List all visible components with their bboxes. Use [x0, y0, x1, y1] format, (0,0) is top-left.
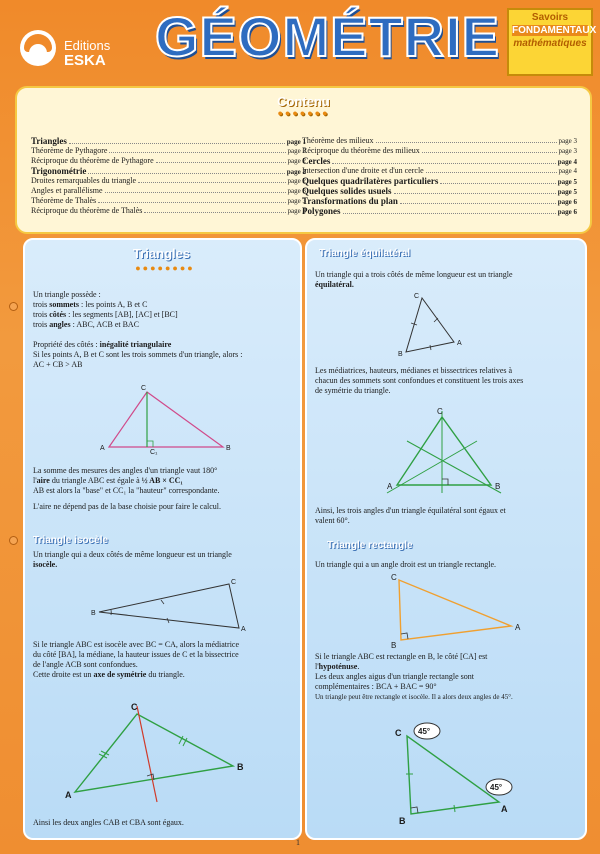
toc-item: [31, 176, 306, 186]
triangle-definition: [33, 290, 295, 330]
toc-item: [31, 136, 306, 146]
inequality-text: Si les points A, B et C sont les trois sommets d'un triangle, alors :: [33, 350, 243, 359]
equi-prop-line1: Les médiatrices, hauteurs, médianes et bissectrices relatives à: [315, 366, 513, 375]
angle-45-label-a: 45°: [490, 783, 503, 792]
equilateral-green-triangle: [397, 417, 491, 485]
toc-item: [302, 156, 577, 166]
toc-item-page: page 3: [287, 207, 306, 215]
right-angle-mark: [411, 807, 418, 813]
toc-item-title: Quelques solides usuels: [302, 186, 392, 196]
rect-prop-line4: complémentaires : BCA + BAC = 90°: [315, 682, 437, 691]
tick-mark: [430, 345, 431, 350]
iso-prop-line1: Si le triangle ABC est isocèle avec BC = CA, alors la médiatrice: [33, 640, 240, 649]
toc-item-page: page 4: [558, 167, 577, 175]
triangles-title: Triangles: [133, 246, 191, 261]
toc-item-page: page 2: [287, 147, 306, 155]
angle-45-label-c: 45°: [418, 727, 431, 736]
rect-prop-line5: Un triangle peut être rectangle et isocèle. Il a alors deux angles de 45°.: [315, 693, 513, 701]
toc-leader-dots: [332, 163, 555, 164]
foot-c1-label: C₁: [150, 449, 158, 455]
vertex-a-label: A: [457, 340, 462, 347]
vertex-a-label: A: [515, 623, 521, 632]
punch-hole: [9, 302, 18, 311]
toc-item-page: page 3: [558, 137, 577, 145]
isocele-title: Triangle isocèle: [33, 535, 109, 546]
right-triangle-property: [315, 652, 581, 702]
vertex-c-label: C: [141, 385, 147, 392]
toc-item-title: Triangles: [31, 136, 67, 146]
vertex-c-label: C: [437, 407, 443, 416]
toc-item-page: page 2: [286, 168, 306, 176]
right-triangle-figure: [387, 572, 527, 652]
equilateral-angles: [315, 506, 581, 526]
right-panel: [305, 238, 587, 840]
toc-item-page: page 6: [557, 198, 577, 206]
vertex-b-label: B: [91, 610, 96, 617]
vertex-c-label: C: [395, 728, 402, 738]
toc-item: [302, 136, 577, 146]
tick-mark: [161, 600, 164, 604]
logo-face-shape: [29, 44, 47, 62]
vertex-c-label: C: [391, 573, 397, 582]
triangle-altitude-figure: [95, 380, 245, 455]
toc-leader-dots: [138, 182, 285, 183]
inequality-title: Propriété des côtés : inégalité triangulaire: [33, 340, 172, 349]
toc-leader-dots: [109, 152, 285, 153]
isosceles-right-green-triangle: [407, 736, 499, 814]
vertex-b-label: B: [398, 351, 403, 358]
toc-item-page: page 3: [287, 197, 306, 205]
vertex-a-label: A: [387, 482, 393, 491]
contents-title-text: Contenu: [277, 94, 330, 109]
triangles-title-dots: ●●●●●●●●: [135, 263, 195, 273]
angle-sum-text: La somme des mesures des angles d'un triangle vaut 180°: [33, 466, 218, 475]
toc-item-title: Cercles: [302, 156, 331, 166]
vertex-b-label: B: [226, 445, 231, 452]
toc-item-title: Intersection d'une droite et d'un cercle: [302, 166, 424, 175]
isocele-green-triangle: [75, 714, 233, 792]
publisher-logo: [20, 30, 56, 66]
toc-item-title: Droites remarquables du triangle: [31, 176, 137, 185]
toc-item-title: Angles et parallélisme: [31, 186, 103, 195]
isocele-angles-text: Ainsi les deux angles CAB et CBA sont égaux.: [33, 818, 184, 827]
toc-left-column: [31, 136, 306, 216]
toc-item-title: Théorème de Pythagore: [31, 146, 108, 155]
sommets-line: trois sommets : les points A, B et C: [33, 300, 148, 309]
equi-def-line1: Un triangle qui a trois côtés de même longueur est un triangle: [315, 270, 513, 279]
toc-item-page: page 6: [557, 208, 577, 216]
symmetry-axis-line: [137, 706, 157, 802]
toc-item-title: Transformations du plan: [302, 196, 398, 206]
toc-leader-dots: [394, 193, 556, 194]
equilateral-definition: [315, 270, 579, 290]
toc-leader-dots: [343, 213, 556, 214]
toc-item-page: page 2: [287, 157, 306, 165]
isocele-def-line1: Un triangle qui a deux côtés de même longueur est un triangle: [33, 550, 232, 559]
right-angle-mark: [147, 441, 153, 447]
intro-text: Un triangle possède :: [33, 290, 101, 299]
toc-item: [302, 176, 577, 186]
area-line: l'aire du triangle ABC est égale à ½ AB × CC₁: [33, 476, 183, 485]
equilateral-property: [315, 366, 581, 396]
toc-item-title: Trigonométrie: [31, 166, 87, 176]
toc-item-title: Réciproque du théorème de Thalès: [31, 206, 143, 215]
toc-item-page: page 4: [557, 158, 577, 166]
vertex-b-label: B: [391, 641, 397, 650]
toc-leader-dots: [144, 212, 285, 213]
toc-item: [302, 186, 577, 196]
iso-prop-line3: de l'angle ACB sont confondues.: [33, 660, 138, 669]
equi-prop-line2: chacun des sommets sont confondues et constituent les trois axes: [315, 376, 524, 385]
toc-leader-dots: [156, 162, 286, 163]
triangles-panel: [23, 238, 302, 840]
isocele-def-line2: isocèle.: [33, 560, 58, 569]
tick-mark: [454, 805, 455, 812]
equi-def-line2: équilatéral.: [315, 280, 354, 289]
equilateral-figure: [392, 290, 472, 360]
vertex-a-label: A: [100, 445, 105, 452]
contents-title: [17, 94, 590, 117]
equilateral-title: Triangle équilatéral: [319, 248, 411, 259]
page-number: 1: [296, 838, 300, 847]
toc-item-page: page 2: [287, 177, 306, 185]
isosceles-right-triangle-figure: [387, 716, 517, 826]
vertex-a-label: A: [65, 790, 72, 800]
vertex-a-label: A: [501, 804, 508, 814]
equilateral-triangle-shape: [406, 298, 454, 352]
angles-line: trois angles : ABC, ACB et BAC: [33, 320, 140, 329]
vertex-b-label: B: [495, 482, 501, 491]
toc-item: [31, 166, 306, 176]
vertex-c-label: C: [414, 293, 420, 300]
publisher-line2: ESKA: [64, 52, 106, 69]
toc-item-title: Réciproque du théorème de Pythagore: [31, 156, 154, 165]
punch-hole: [9, 536, 18, 545]
right-angle-mark: [442, 479, 448, 485]
inequality-formula: AC + CB > AB: [33, 360, 83, 369]
toc-leader-dots: [400, 203, 556, 204]
toc-leader-dots: [376, 142, 557, 143]
toc-item-page: page 3: [558, 147, 577, 155]
equi-angles-line1: Ainsi, les trois angles d'un triangle équilatéral sont égaux et: [315, 506, 506, 515]
badge-line1: Savoirs: [531, 12, 569, 23]
rect-prop-line2: l'hypoténuse.: [315, 662, 360, 671]
right-angle-mark: [401, 633, 408, 639]
area-note-text: L'aire ne dépend pas de la base choisie pour faire le calcul.: [33, 502, 222, 511]
right-triangle-title: Triangle rectangle: [327, 540, 413, 551]
area-section: [33, 466, 295, 512]
toc-item-title: Quelques quadrilatères particuliers: [302, 176, 439, 186]
toc-item: [302, 166, 577, 176]
toc-item-title: Théorème de Thalès: [31, 196, 97, 205]
contents-box: [15, 86, 592, 234]
page-title: GÉOMÉTRIE: [155, 5, 501, 68]
toc-leader-dots: [105, 192, 286, 193]
tick-mark: [167, 618, 169, 623]
right-triangle-shape: [399, 580, 511, 640]
toc-leader-dots: [422, 152, 557, 153]
rect-prop-line1: Si le triangle ABC est rectangle en B, le côté [CA] est: [315, 652, 488, 661]
toc-item: [31, 156, 306, 166]
toc-item: [31, 186, 306, 196]
toc-item-page: page 1: [286, 138, 306, 146]
toc-item: [31, 206, 306, 216]
toc-leader-dots: [426, 172, 557, 173]
rect-prop-line3: Les deux angles aigus d'un triangle rectangle sont: [315, 672, 474, 681]
toc-right-column: [302, 136, 577, 216]
equi-angles-line2: valent 60°.: [315, 516, 350, 525]
toc-item-page: page 5: [557, 178, 577, 186]
toc-item-title: Théorème des milieux: [302, 136, 374, 145]
toc-item: [302, 206, 577, 216]
isocele-axis-figure: [65, 700, 255, 805]
right-triangle-definition: Un triangle qui a un angle droit est un triangle rectangle.: [315, 560, 497, 569]
triangle-inequality: [33, 340, 295, 370]
badge-line2: FONDAMENTAUX: [512, 25, 597, 36]
publisher-name: [64, 38, 110, 68]
vertex-c-label: C: [131, 702, 138, 712]
toc-leader-dots: [440, 183, 555, 184]
toc-item: [31, 196, 306, 206]
vertex-b-label: B: [399, 816, 406, 826]
isocele-definition: [33, 550, 295, 570]
toc-item: [31, 146, 306, 156]
toc-leader-dots: [88, 173, 284, 174]
publisher-line1: Editions: [64, 38, 111, 53]
toc-leader-dots: [98, 202, 285, 203]
badge-line3: mathématiques: [513, 38, 587, 49]
isocele-figure: [89, 576, 259, 632]
isocele-property: [33, 640, 297, 680]
iso-prop-line2: du côté [BA], la médiane, la hauteur issues de C et la bissectrice: [33, 650, 239, 659]
vertex-c-label: C: [231, 579, 237, 586]
toc-item-title: Polygones: [302, 206, 341, 216]
isocele-triangle-shape: [99, 584, 239, 628]
toc-item-page: page 5: [557, 188, 577, 196]
triangle-shape: [109, 392, 223, 447]
toc-item-page: page 3: [287, 187, 306, 195]
area-base-text: AB est alors la "base" et CC₁ la "hauteur" correspondante.: [33, 486, 220, 495]
toc-item-title: Réciproque du théorème des milieux: [302, 146, 420, 155]
toc-item: [302, 146, 577, 156]
cotes-line: trois côtés : les segments [AB], [AC] et [BC]: [33, 310, 178, 319]
vertex-b-label: B: [237, 762, 244, 772]
equi-prop-line3: de symétrie du triangle.: [315, 386, 391, 395]
toc-item: [302, 196, 577, 206]
equilateral-axes-figure: [367, 405, 517, 500]
collection-badge: [507, 8, 597, 76]
iso-prop-line4: Cette droite est un axe de symétrie du triangle.: [33, 670, 185, 679]
vertex-a-label: A: [241, 626, 246, 632]
title-dots-decoration: ●●●●●●●: [277, 108, 330, 118]
toc-leader-dots: [69, 143, 285, 144]
